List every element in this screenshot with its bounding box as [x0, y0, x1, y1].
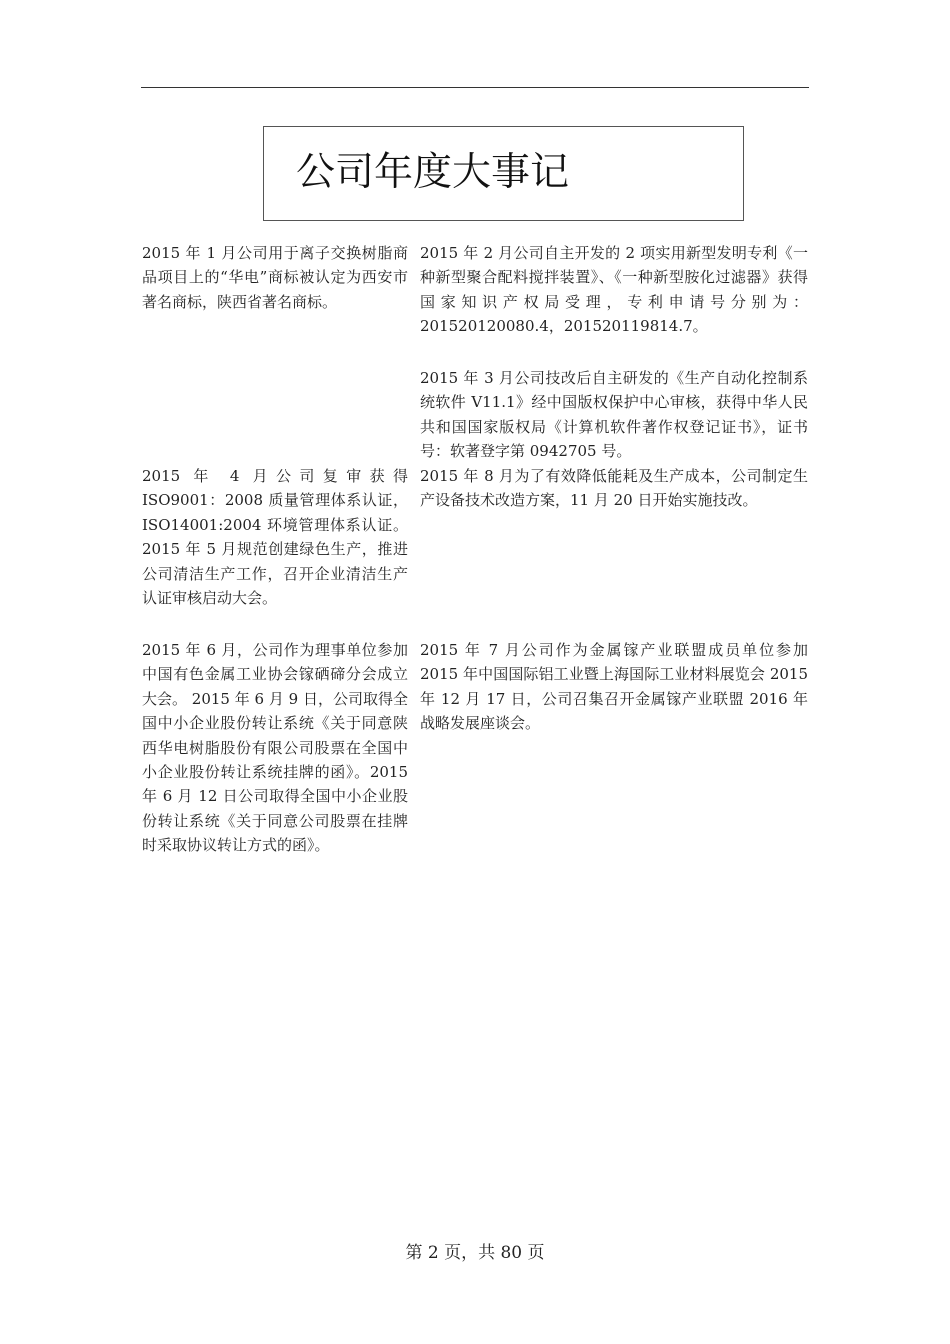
event-2015-aug-technical-upgrade: 2015 年 8 月为了有效降低能耗及生产成本，公司制定生产设备技术改造方案，11 月 20 日开始实施技改。 [420, 467, 808, 510]
event-2015-mar-software-copyright: 2015 年 3 月公司技改后自主研发的《生产自动化控制系统软件 V11.1》经中国版权保护中心审核，获得中华人民共和国国家版权局《计算机软件著作权登记证书》，证书号：软著登字第 0942705 号。 [420, 369, 808, 461]
event-2015-apr-may-certification: 2015 年 4 月公司复审获得 ISO9001：2008 质量管理体系认证，ISO14001:2004 环境管理体系认证。2015 年 5 月规范创建绿色生产，推进公司清洁生产工作，召开企业清洁生产认证审核启动大会。 [142, 467, 408, 608]
event-2015-jul-dec-gallium-alliance: 2015 年 7 月公司作为金属镓产业联盟成员单位参加 2015 年中国国际铝工业暨上海国际工业材料展览会 2015 年 12 月 17 日，公司召集召开金属镓产业联盟 2016 年战略发展座谈会。 [420, 641, 808, 733]
page-number: 第 2 页，共 80 页 [405, 1243, 545, 1263]
page-title: 公司年度大事记 [296, 150, 570, 195]
event-2015-jun-listing: 2015 年 6 月，公司作为理事单位参加中国有色金属工业协会镓硒碲分会成立大会。 2015 年 6 月 9 日，公司取得全国中小企业股份转让系统《关于同意陕西华电树脂股份有限公司股票在全国中小企业股份转让系统挂牌的函》。2015 年 6 月 12 日公司取得全国中小企业股份转让系统《关于同意公司股票在挂牌时采取协议转让方式的函》。 [142, 641, 408, 855]
event-2015-jan-trademark: 2015 年 1 月公司用于离子交换树脂商品项目上的“华电”商标被认定为西安市著名商标，陕西省著名商标。 [142, 244, 408, 311]
header-rule [141, 87, 809, 88]
title-box [263, 126, 744, 221]
event-2015-feb-patents: 2015 年 2 月公司自主开发的 2 项实用新型发明专利《一种新型聚合配料搅拌装置》、《一种新型胺化过滤器》获得国家知识产权局受理，专利申请号分别为：201520120080.4，201520119814.7。 [420, 244, 808, 336]
